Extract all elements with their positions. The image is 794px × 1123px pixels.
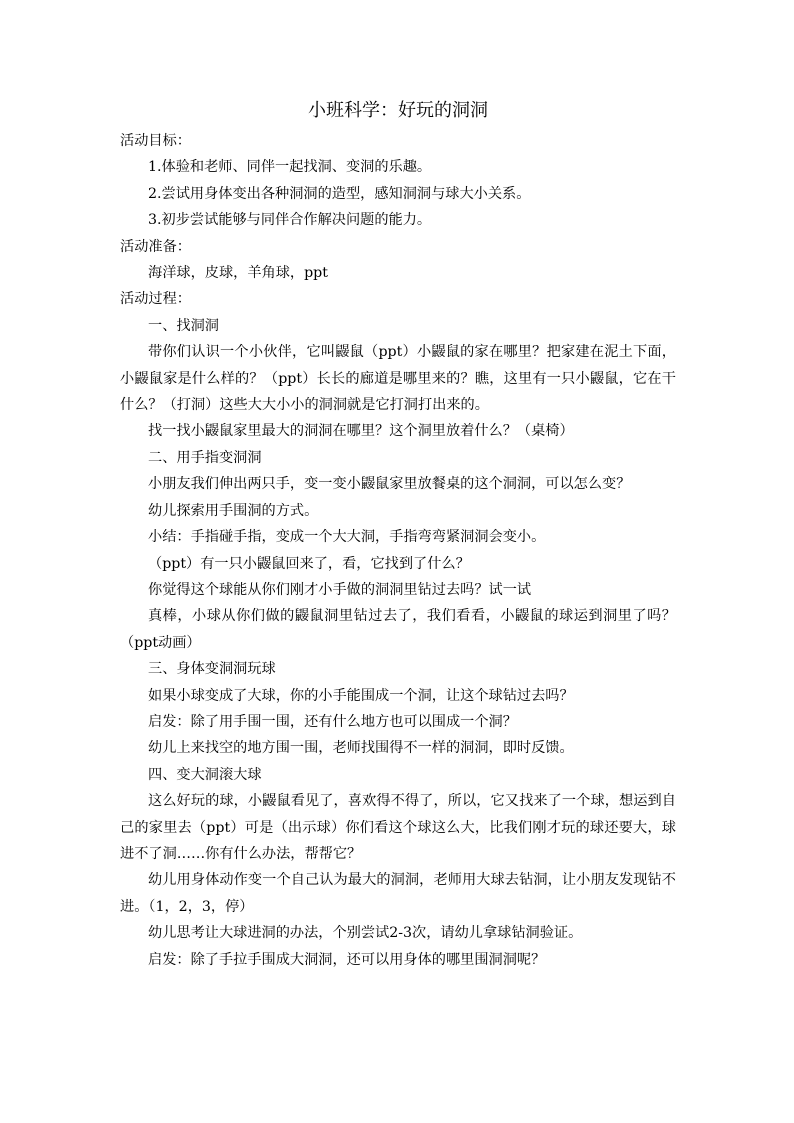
paragraph: 1.体验和老师、同伴一起找洞、变洞的乐趣。 xyxy=(148,159,432,176)
section-heading: 二、用手指变洞洞 xyxy=(148,449,262,466)
paragraph: 这么好玩的球，小鼹鼠看见了，喜欢得不得了，所以，它又找来了一个球，想运到自己的家里去（ppt）可是（出示球）你们看这个球这么大，比我们刚才玩的球还要大，球进不了洞……你有什么办法，帮帮它？ xyxy=(120,793,676,862)
paragraph: 幼儿用身体动作变一个自己认为最大的洞洞，老师用大球去钻洞，让小朋友发现钻不进。（1，2，3，停） xyxy=(120,872,676,915)
document-body xyxy=(120,98,676,973)
section-heading: 四、变大洞滚大球 xyxy=(148,766,262,783)
paragraph-list xyxy=(120,128,676,973)
section-heading: 三、身体变洞洞玩球 xyxy=(148,661,276,678)
paragraph: （ppt）有一只小鼹鼠回来了，看，它找到了什么？ xyxy=(148,555,470,572)
paragraph: 找一找小鼹鼠家里最大的洞洞在哪里？这个洞里放着什么？（桌椅） xyxy=(148,423,574,440)
paragraph: 活动过程： xyxy=(120,291,191,308)
paragraph: 幼儿思考让大球进洞的办法，个别尝试2-3次，请幼儿拿球钻洞验证。 xyxy=(148,925,583,942)
document-title: 小班科学：好玩的洞洞 xyxy=(308,100,488,121)
paragraph: 活动准备： xyxy=(120,238,191,255)
paragraph: 幼儿上来找空的地方围一围，老师找围得不一样的洞洞，即时反馈。 xyxy=(148,740,574,757)
paragraph: 2.尝试用身体变出各种洞洞的造型，感知洞洞与球大小关系。 xyxy=(148,185,531,202)
paragraph: 你觉得这个球能从你们刚才小手做的洞洞里钻过去吗？试一试 xyxy=(148,581,532,598)
paragraph: 启发：除了用手围一围，还有什么地方也可以围成一个洞？ xyxy=(148,713,517,730)
paragraph: 如果小球变成了大球，你的小手能围成一个洞，让这个球钻过去吗？ xyxy=(148,687,574,704)
paragraph: 3.初步尝试能够与同伴合作解决问题的能力。 xyxy=(148,212,432,229)
paragraph: 小朋友我们伸出两只手，变一变小鼹鼠家里放餐桌的这个洞洞，可以怎么变？ xyxy=(148,476,631,493)
paragraph: 启发：除了手拉手围成大洞洞，还可以用身体的哪里围洞洞呢？ xyxy=(148,951,546,968)
paragraph: 小结：手指碰手指，变成一个大大洞，手指弯弯紧洞洞会变小。 xyxy=(148,529,546,546)
section-heading: 一、找洞洞 xyxy=(148,317,219,334)
paragraph: 活动目标： xyxy=(120,133,191,149)
paragraph: 真棒，小球从你们做的鼹鼠洞里钻过去了，我们看看，小鼹鼠的球运到洞里了吗？（ppt动画） xyxy=(120,608,676,651)
paragraph: 海洋球，皮球，羊角球，ppt xyxy=(148,265,328,282)
paragraph: 带你们认识一个小伙伴，它叫鼹鼠（ppt）小鼹鼠的家在哪里？把家建在泥土下面，小鼹鼠家是什么样的？（ppt）长长的廊道是哪里来的？瞧，这里有一只小鼹鼠，它在干什么？（打洞）这些大大小小的洞洞就是它打洞打出来的。 xyxy=(120,344,676,414)
paragraph: 幼儿探索用手围洞的方式。 xyxy=(148,502,319,519)
